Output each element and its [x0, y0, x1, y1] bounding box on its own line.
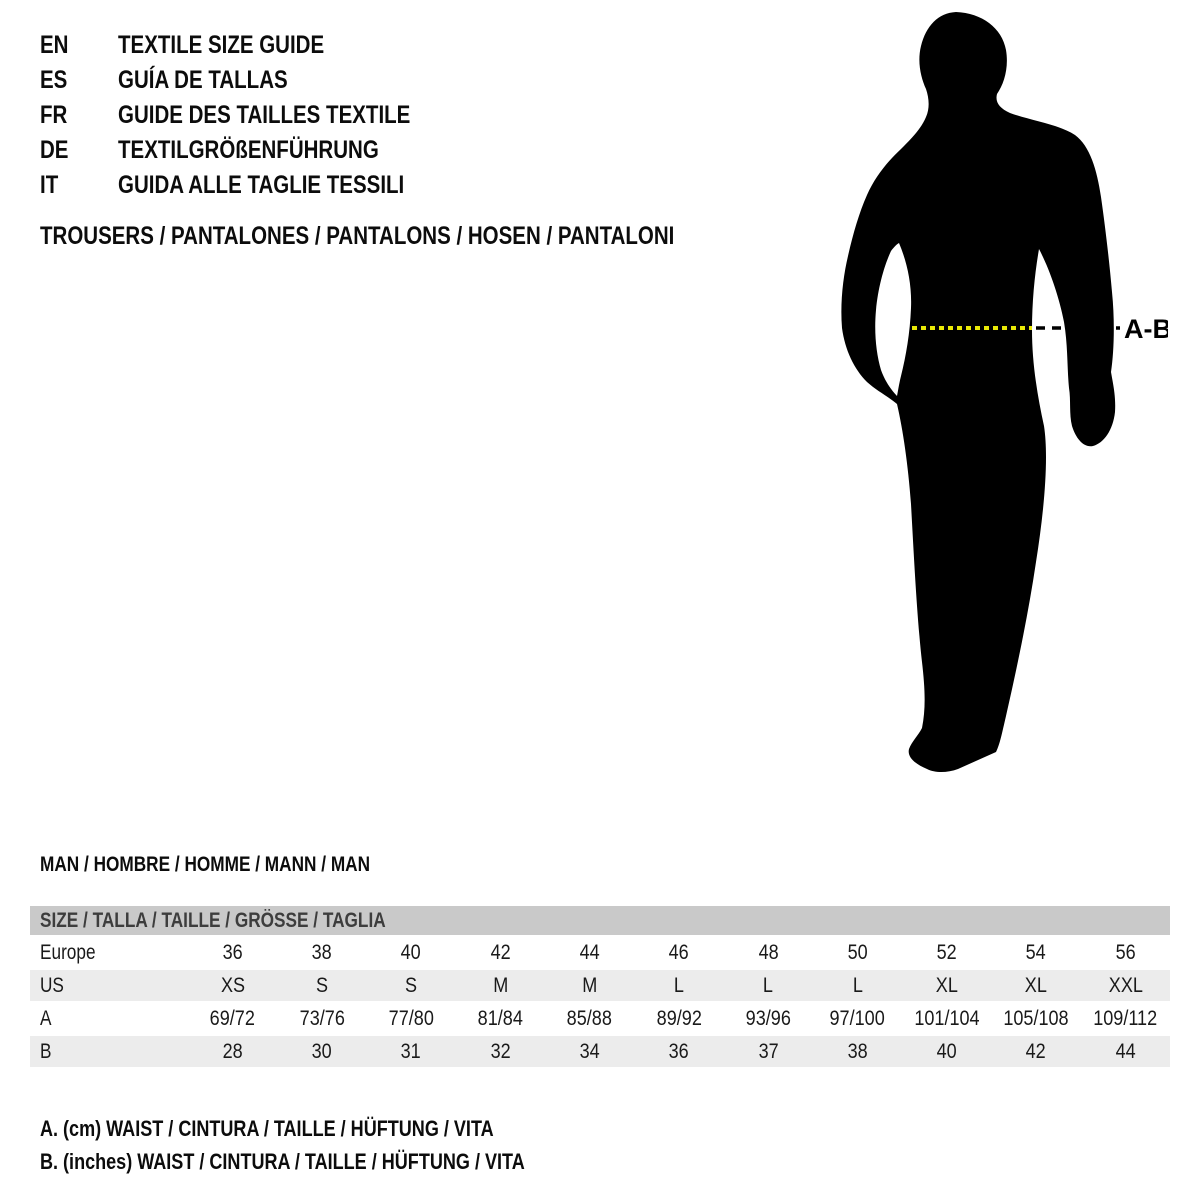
- man-silhouette-shape: [841, 12, 1115, 772]
- table-cell: S: [315, 973, 328, 997]
- table-cell: 34: [579, 1039, 600, 1063]
- table-cell: 93/96: [745, 1006, 791, 1030]
- table-cell: 54: [1026, 940, 1047, 964]
- table-cell: 44: [1115, 1039, 1136, 1063]
- table-cell: 48: [758, 940, 779, 964]
- table-row-a-cm: [30, 1001, 1170, 1034]
- table-cell: S: [405, 973, 418, 997]
- row-label: US: [40, 973, 64, 997]
- table-cell: 109/112: [1093, 1006, 1158, 1030]
- table-cell: 36: [668, 1039, 690, 1063]
- table-cell: 46: [668, 940, 690, 964]
- table-cell: 38: [847, 1039, 868, 1063]
- table-cell: L: [852, 973, 863, 997]
- table-row-us: [30, 968, 1170, 1001]
- table-cell: 37: [758, 1039, 779, 1063]
- table-row-b-inches: [30, 1034, 1170, 1067]
- row-label: B: [40, 1039, 52, 1063]
- table-cell: M: [492, 973, 508, 997]
- table-cell: 50: [847, 940, 868, 964]
- language-title: GUIDA ALLE TAGLIE TESSILI: [118, 171, 405, 199]
- gender-section-title: MAN / HOMBRE / HOMME / MANN / MAN: [40, 853, 371, 876]
- footnote-a: A. (cm) WAIST / CINTURA / TAILLE / HÜFTUNG / VITA: [40, 1115, 494, 1141]
- table-cell: XS: [220, 973, 245, 997]
- measurement-footnotes: [40, 1112, 631, 1178]
- table-cell: 28: [222, 1039, 243, 1063]
- table-row-europe: [30, 935, 1170, 968]
- row-label: A: [40, 1006, 52, 1030]
- table-cell: XL: [935, 973, 958, 997]
- table-cell: 38: [311, 940, 332, 964]
- language-code: ES: [40, 66, 68, 94]
- table-cell: 31: [401, 1039, 422, 1063]
- table-cell: 52: [936, 940, 957, 964]
- language-title-block: [40, 28, 475, 203]
- table-cell: XL: [1025, 973, 1048, 997]
- table-cell: 73/76: [299, 1006, 345, 1030]
- language-title: TEXTILE SIZE GUIDE: [118, 31, 325, 59]
- table-cell: XXL: [1108, 973, 1143, 997]
- table-cell: 42: [490, 940, 511, 964]
- table-cell: L: [673, 973, 685, 997]
- man-silhouette-svg: [838, 8, 1168, 783]
- table-cell: 30: [311, 1039, 332, 1063]
- table-cell: L: [763, 973, 774, 997]
- size-table: [30, 906, 1170, 1067]
- language-row: [40, 168, 475, 203]
- table-cell: 85/88: [567, 1006, 613, 1030]
- language-title: GUIDE DES TAILLES TEXTILE: [118, 101, 411, 129]
- language-code: DE: [40, 136, 69, 164]
- table-cell: 97/100: [829, 1006, 886, 1030]
- row-label: Europe: [40, 940, 96, 964]
- language-row: [40, 98, 475, 133]
- language-title: GUÍA DE TALLAS: [118, 66, 288, 94]
- table-cell: 40: [401, 940, 422, 964]
- table-cell: 101/104: [914, 1006, 980, 1030]
- table-cell: 69/72: [210, 1006, 256, 1030]
- language-title: TEXTILGRÖßENFÜHRUNG: [118, 136, 379, 164]
- language-code: EN: [40, 31, 69, 59]
- garment-type-heading: TROUSERS / PANTALONES / PANTALONS / HOSEN / PANTALONI: [40, 222, 675, 250]
- table-cell: 36: [222, 940, 243, 964]
- measure-label: A-B: [1124, 314, 1168, 344]
- table-cell: 81/84: [477, 1006, 524, 1030]
- footnote-b: B. (inches) WAIST / CINTURA / TAILLE / HÜFTUNG / VITA: [40, 1148, 525, 1174]
- table-cell: 77/80: [388, 1006, 434, 1030]
- language-row: [40, 63, 475, 98]
- language-code: FR: [40, 101, 68, 129]
- size-table-header: SIZE / TALLA / TAILLE / GRÖSSE / TAGLIA: [30, 906, 1170, 935]
- language-code: IT: [40, 171, 59, 199]
- table-cell: 56: [1115, 940, 1136, 964]
- table-cell: M: [582, 973, 598, 997]
- table-cell: 42: [1026, 1039, 1047, 1063]
- table-cell: 89/92: [656, 1006, 702, 1030]
- table-cell: 40: [936, 1039, 957, 1063]
- language-row: [40, 28, 475, 63]
- language-row: [40, 133, 475, 168]
- table-cell: 105/108: [1003, 1006, 1069, 1030]
- table-cell: 44: [579, 940, 600, 964]
- man-silhouette-figure: [838, 8, 1168, 783]
- table-cell: 32: [490, 1039, 511, 1063]
